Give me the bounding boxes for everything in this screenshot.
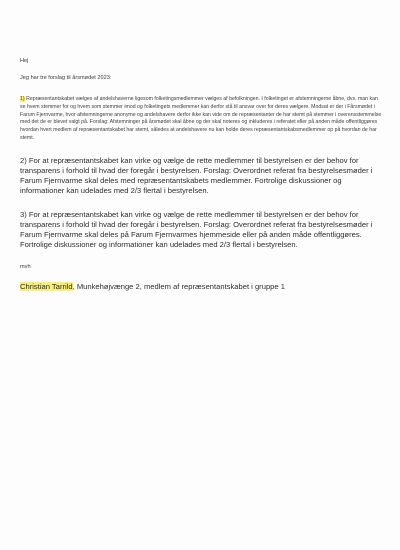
letter-greeting: Hej bbox=[20, 58, 29, 64]
proposal-3-number: 3) bbox=[20, 209, 27, 219]
proposal-2-text: For at repræsentantskabet kan virke og vælge de rette medlemmer til bestyrelsen er der behov for transparens i forhold til hvad der foregår i bestyrelsen. Forslag: Overordnet referat fra bestyrelsesmøder i Farum Fjernvarme skal deles med repræsentantskabets medlemmer. Fortrolige diskussioner og informationer kan udelades med 2/3 flertal i bestyrelsen. bbox=[20, 155, 373, 195]
signature-name: Christian Tarrild bbox=[20, 281, 73, 291]
letter-closing: mvh bbox=[20, 263, 31, 270]
proposal-1-text: Repræsentantskabet vælges af andelshaverne ligesom folketingsmedlemmer vælges af befolkningen. I folketinget er afstemningerne åbne, dvs. man kan se hvem stemmer for og hvem som stemmer imod og folketingets medlemmer kan derfor stå til ansvar over for deres vælgere. Modsat er der i Fårsmødet i Farum Fjernvarme, hvor afstemningerne anonyme og andelshavere derfor ikke kan vide om de repræsentanter de har stemt på stemmer i overensstemmelse med det de er blevet valgt på. Forslag: Afstemninger på årsmødet skal åbne og der skal noteres og inkluderes i referatet eller på anden måde offentliggøres hvordan hvert medlem af repræsentantskabet har stemt, således at andelshavere nu kan holde deres repræsentantskabsmedlemmer op på hvordan de har stemt. bbox=[20, 96, 382, 141]
proposal-2 bbox=[20, 156, 384, 196]
letter-body bbox=[20, 58, 384, 292]
proposal-1 bbox=[20, 96, 384, 143]
proposal-2-number: 2) bbox=[20, 155, 27, 165]
proposal-3-text: For at repræsentantskabet kan virke og vælge de rette medlemmer til bestyrelsen er der behov for transparens i forhold til hvad der foregår i bestyrelsen. Forslag: Overordnet referat fra bestyrelsesmøder i Farum Fjernvarme skal deles på Farum Fjernvarmes hjemmeside eller på anden måde offentliggøres. Fortrolige diskussioner og informationer kan udelades med 2/3 flertal i bestyrelsen. bbox=[20, 209, 373, 249]
proposal-3 bbox=[20, 210, 384, 250]
letter-intro: Jeg har tre forslag til årsmødet 2023: bbox=[20, 75, 112, 81]
signature-details: , Munkehøjvænge 2, medlem af repræsentantskabet i gruppe 1 bbox=[72, 281, 285, 291]
proposal-1-number: 1) bbox=[20, 96, 25, 102]
letter-signature bbox=[20, 282, 384, 292]
